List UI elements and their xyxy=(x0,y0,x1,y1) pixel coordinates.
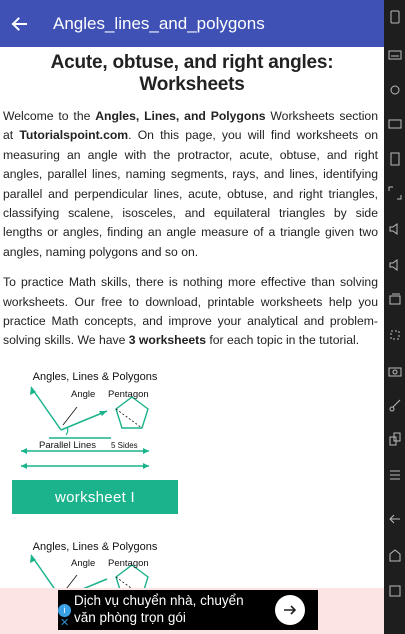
crop-icon[interactable] xyxy=(388,328,402,342)
ad-text xyxy=(74,592,244,626)
text: for each topic in the tutorial. xyxy=(206,333,360,348)
pentagon-label: Pentagon xyxy=(108,558,149,569)
app-bar-title: Angles_lines_and_polygons xyxy=(53,13,265,33)
ad-line: Dịch vụ chuyển nhà, chuyển xyxy=(74,593,244,608)
phone-icon[interactable] xyxy=(388,152,402,166)
angle-label: Angle xyxy=(71,389,96,400)
text: . On this page, you will find worksheets on measuring an angle with the protractor, acute, obtuse, and right angles, parallel lines, naming segments, rays, and lines, identifying parallel and perpendicular lines, acute, obtuse, and right triangles, classifying scalene, isosceles, and equilateral triangles by side lengths or angles, finding an angle measure of a triangle given two angles, naming polygons and so on. xyxy=(3,128,378,259)
arrow-left-icon xyxy=(10,15,28,33)
emulator-toolbar xyxy=(384,0,405,634)
bold-text: Angles, Lines, and Polygons xyxy=(95,109,266,123)
worksheet-heading: Angles, Lines & Polygons xyxy=(32,371,158,383)
layers-icon[interactable] xyxy=(388,292,402,306)
close-icon[interactable]: ✕ xyxy=(60,617,70,629)
worksheet-heading: Angles, Lines & Polygons xyxy=(32,541,158,553)
page-title: Acute, obtuse, and right angles: Worksheets xyxy=(50,52,334,95)
volume-up-icon[interactable] xyxy=(388,258,402,272)
angle-label: Angle xyxy=(71,558,96,569)
keyboard-icon[interactable] xyxy=(388,48,402,62)
expand-icon[interactable] xyxy=(388,186,402,200)
app-bar xyxy=(0,0,384,47)
bold-text: 3 worksheets xyxy=(128,333,206,348)
scissors-icon[interactable] xyxy=(388,398,402,412)
worksheet-card[interactable] xyxy=(11,367,179,517)
info-icon[interactable]: i xyxy=(58,604,71,617)
intro-paragraph xyxy=(3,107,378,262)
practice-paragraph xyxy=(3,273,378,351)
ad-content[interactable] xyxy=(58,590,318,630)
copy-icon[interactable] xyxy=(388,432,402,446)
ad-line: văn phòng trọn gói xyxy=(74,610,186,625)
camera-icon[interactable] xyxy=(388,364,402,378)
parallel-lines-label: Parallel Lines xyxy=(39,440,97,451)
recent-apps-icon[interactable] xyxy=(388,584,402,598)
back-button[interactable] xyxy=(0,0,38,47)
text: Worksheets section at xyxy=(3,109,378,143)
menu-icon[interactable] xyxy=(388,468,402,482)
pentagon-label: Pentagon xyxy=(108,389,149,400)
location-icon[interactable] xyxy=(388,84,402,98)
worksheet-card[interactable] xyxy=(11,535,179,595)
rotate-icon[interactable] xyxy=(388,10,402,24)
sides-label: 5 Sides xyxy=(111,441,138,450)
home-icon[interactable] xyxy=(388,548,402,562)
arrow-right-icon xyxy=(282,602,298,618)
volume-down-icon[interactable] xyxy=(388,222,402,236)
text: Welcome to the xyxy=(3,109,96,123)
screen-icon[interactable] xyxy=(388,118,402,132)
bold-text: Tutorialspoint.com xyxy=(19,128,129,143)
back-icon[interactable] xyxy=(388,512,402,526)
ad-arrow-button[interactable] xyxy=(275,595,305,625)
article xyxy=(0,47,384,351)
ad-banner xyxy=(0,588,384,634)
worksheet-button[interactable]: worksheet I xyxy=(12,480,178,514)
worksheet-illustration xyxy=(11,367,179,477)
text: To practice Math skills, there is nothing more effective than solving worksheets. Our free to download, printable worksheets help you practice Math concepts, and improve your analytical and problem-solving skills. We have xyxy=(3,275,378,348)
